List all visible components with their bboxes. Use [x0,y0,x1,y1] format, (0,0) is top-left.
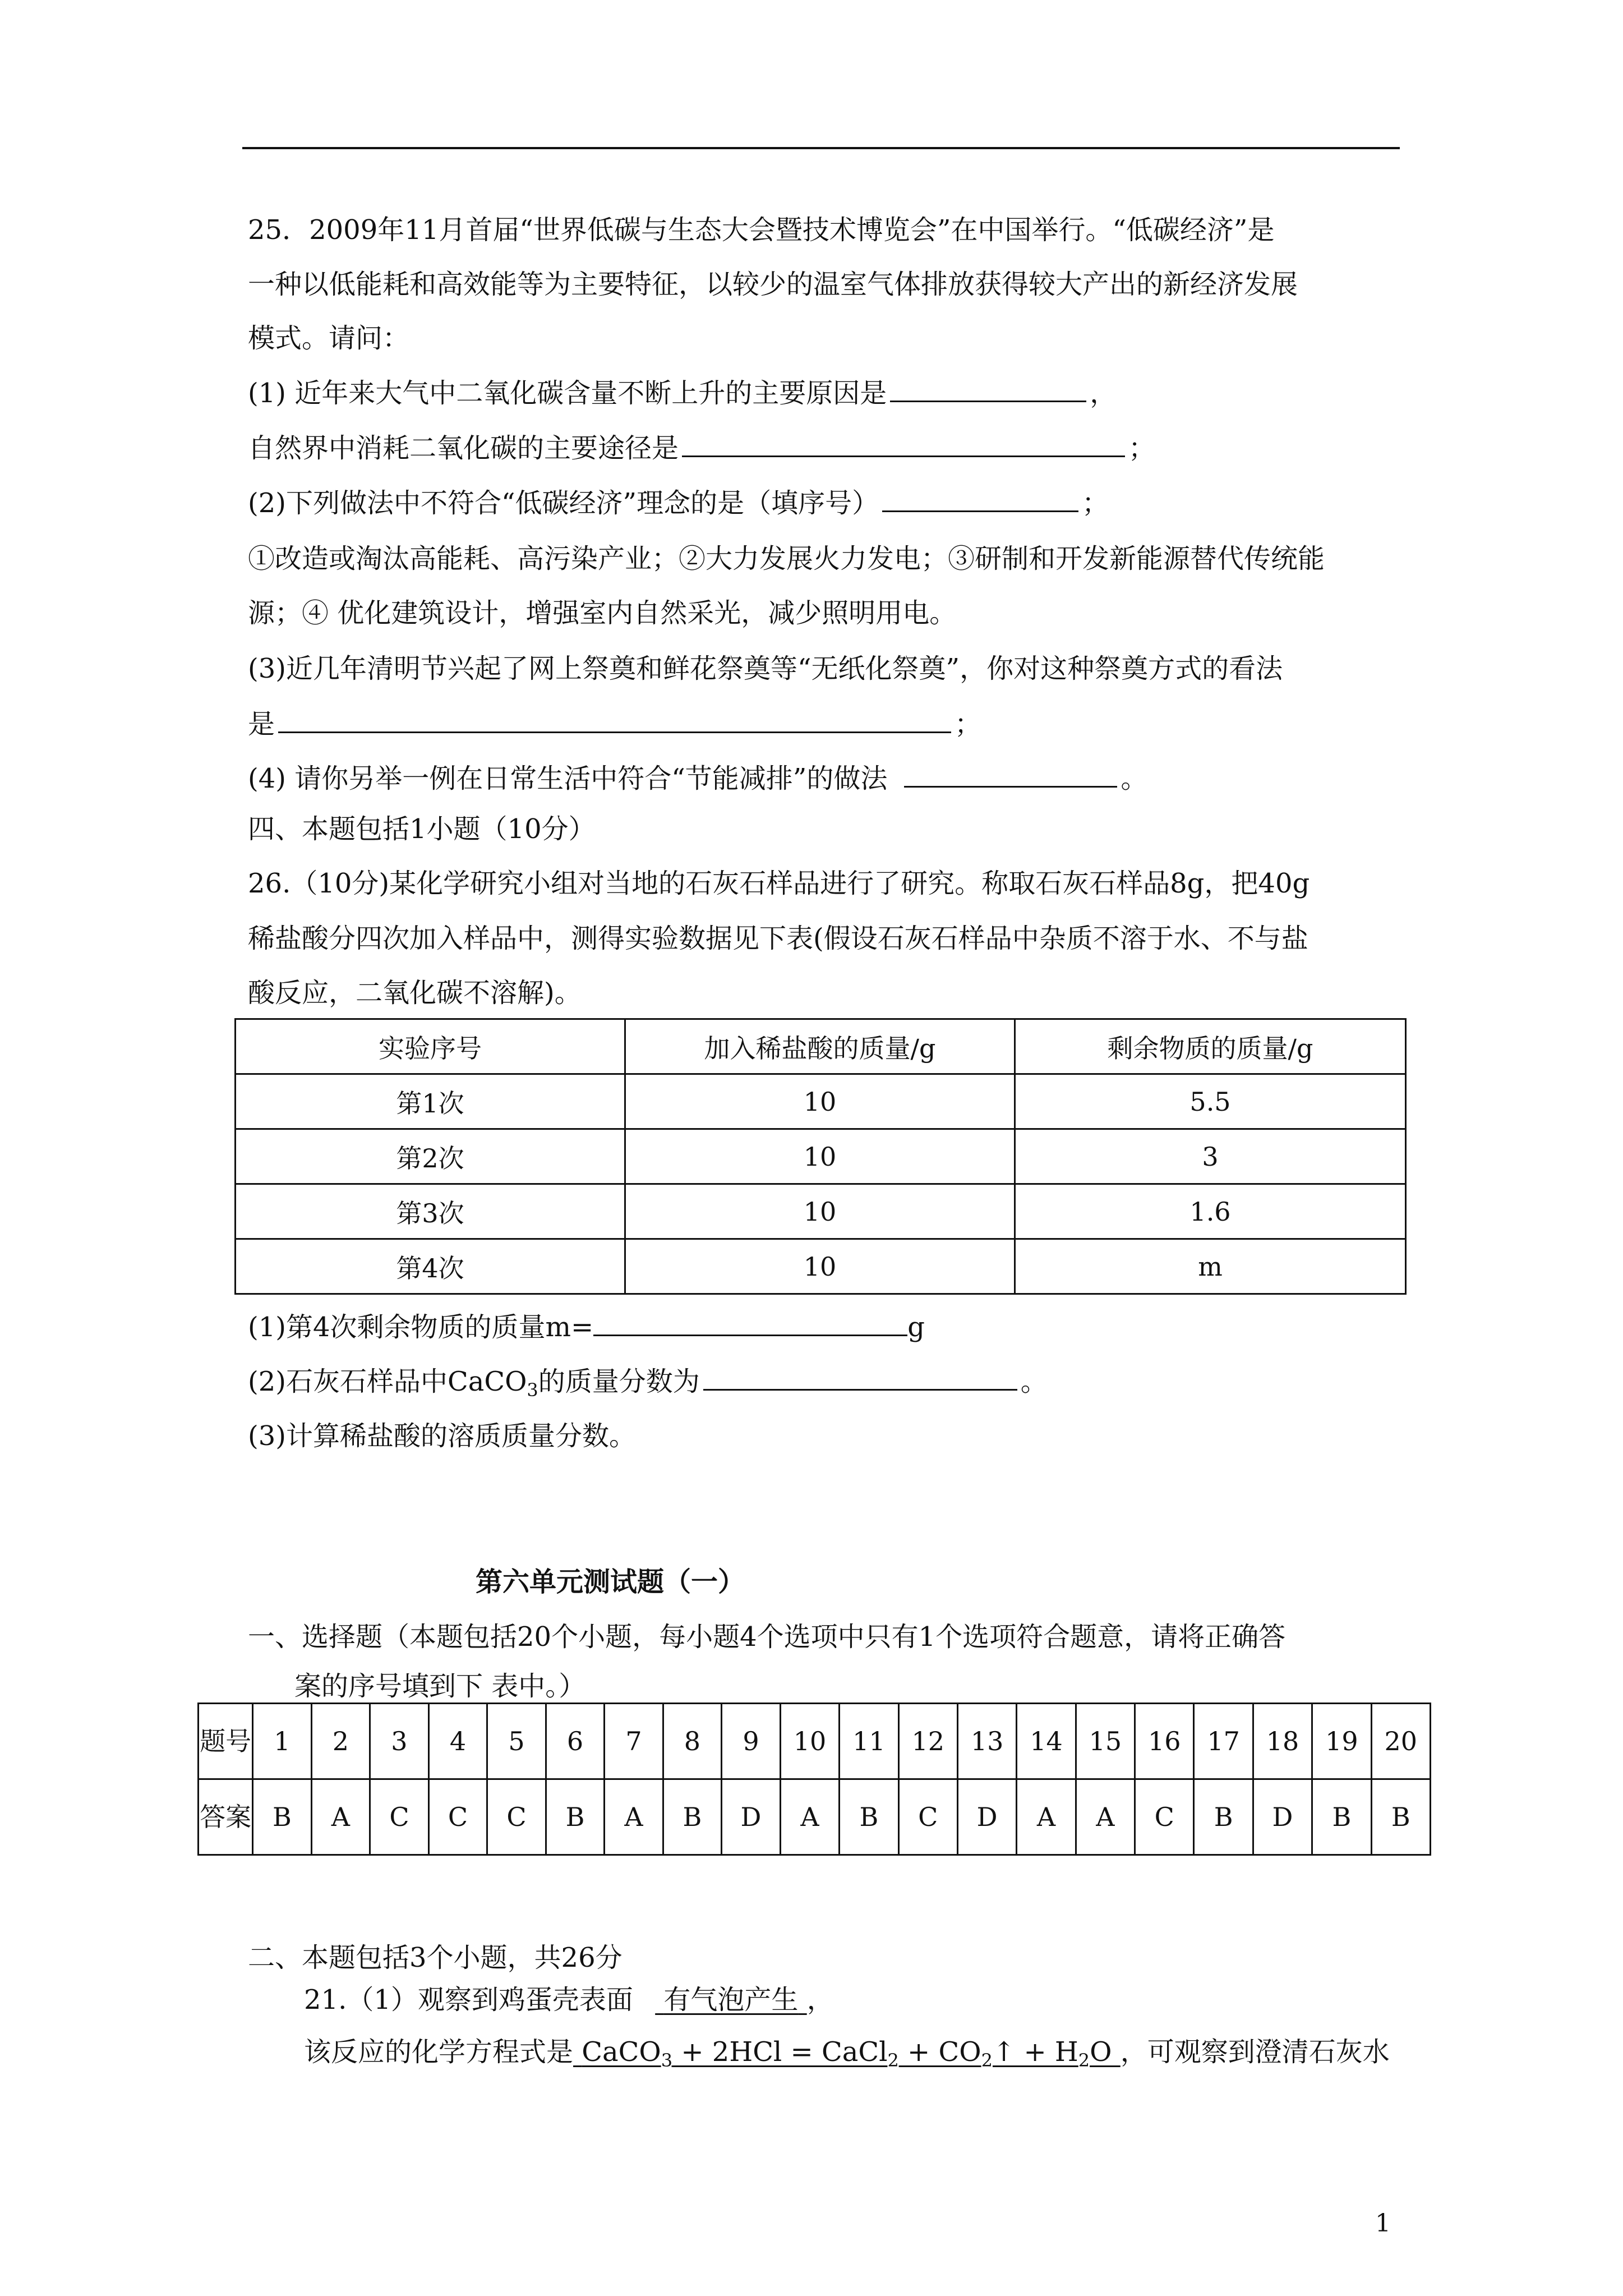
question-number: 3 [370,1704,429,1779]
q25-part4-line [248,761,1147,795]
answer-choice: A [1076,1779,1135,1855]
answer-choice: D [722,1779,781,1855]
q21-answer-line2 [304,2035,1390,2069]
page-number: 1 [1375,2209,1391,2238]
q26-line3: 酸反应，二氧化碳不溶解)。 [248,977,582,1009]
question-number: 2 [311,1704,370,1779]
answer-choice: C [1135,1779,1194,1855]
answer-choice: C [370,1779,429,1855]
table-cell: 3 [1015,1129,1406,1184]
answers-title: 第六单元测试题（一） [476,1566,745,1598]
row-label-answer: 答案 [199,1779,253,1855]
question-number: 4 [428,1704,487,1779]
eq-part: + 2HCl = CaCl [672,2036,888,2068]
answer-blank[interactable] [278,707,951,733]
table-cell: 第2次 [236,1129,625,1184]
answer-blank[interactable] [882,486,1078,512]
answer-choice: D [957,1779,1016,1855]
table-cell: 10 [625,1129,1015,1184]
answer-choice: B [663,1779,721,1855]
eq-part: O [1090,2036,1112,2068]
punct: ， [806,1984,834,2016]
q21-observation-text: 有气泡产生 [663,1984,799,2016]
answer-choice: A [605,1779,663,1855]
table-cell: m [1015,1239,1406,1294]
table-cell: 第4次 [236,1239,625,1294]
eq-part: CaCO [582,2036,661,2068]
experiment-data-table [234,1018,1407,1295]
q25-part4-text: (4) 请你另举一例在日常生活中符合“节能减排”的做法 [248,763,888,794]
answer-choice: A [1017,1779,1076,1855]
q21-answer-line1 [304,1983,834,2017]
q25-part1-a-text: (1) 近年来大气中二氧化碳含量不断上升的主要原因是 [248,378,887,409]
answer-choice: B [1312,1779,1371,1855]
subscript: 3 [527,1379,538,1401]
answer-choice: A [780,1779,839,1855]
question-number: 20 [1371,1704,1430,1779]
table-cell: 1.6 [1015,1184,1406,1239]
question-number: 13 [957,1704,1016,1779]
question-number: 5 [487,1704,546,1779]
q26-sub1-text: (1)第4次剩余物质的质量m= [248,1312,594,1343]
question-number: 15 [1076,1704,1135,1779]
table-cell: 第1次 [236,1074,625,1129]
punct: ； [1128,432,1156,464]
question-number: 11 [840,1704,898,1779]
subscript: 2 [887,2050,899,2071]
q25-intro-line3: 模式。请问： [248,323,410,354]
q25-intro-line2: 一种以低能耗和高效能等为主要特征，以较少的温室气体排放获得较大产出的新经济发展 [248,269,1298,300]
question-number: 8 [663,1704,721,1779]
answer-choice: B [253,1779,311,1855]
q25-part3-line1: (3)近几年清明节兴起了网上祭奠和鲜花祭奠等“无纸化祭奠”，你对这种祭奠方式的看法 [248,653,1283,684]
table-row [236,1129,1406,1184]
chemical-equation [573,2036,1121,2071]
q25-intro-line1: 25．2009年11月首届“世界低碳与生态大会暨技术博览会”在中国举行。“低碳经济”是 [248,214,1275,246]
question-number: 7 [605,1704,663,1779]
answer-choice: C [428,1779,487,1855]
answer-choice: C [898,1779,957,1855]
answer-choice: D [1253,1779,1312,1855]
question-number: 9 [722,1704,781,1779]
q21-equation-suffix: ，可观察到澄清石灰水 [1120,2036,1390,2068]
table-cell: 第3次 [236,1184,625,1239]
q25-part3-text: 是 [248,708,275,740]
eq-part: ↑ + H [992,2036,1078,2068]
table-header-cell: 加入稀盐酸的质量/g [625,1019,1015,1074]
answer-choice: C [487,1779,546,1855]
question-number: 6 [546,1704,604,1779]
table-row [236,1239,1406,1294]
answer-blank[interactable] [890,376,1086,402]
q25-part2-options-line2: 源；④ 优化建筑设计，增强室内自然采光，减少照明用电。 [248,597,957,629]
subscript: 2 [1078,2050,1090,2071]
punct: 。 [1121,763,1148,794]
q21-equation-prefix: 该反应的化学方程式是 [304,2036,574,2068]
answer-choice: B [1371,1779,1430,1855]
answer-blank[interactable] [682,431,1125,457]
question-number-row [199,1704,1431,1779]
q26-sub2-text-b: 的质量分数为 [538,1366,700,1397]
q25-part3-line2 [248,707,981,741]
question-number: 1 [253,1704,311,1779]
question-number: 16 [1135,1704,1194,1779]
q25-part1-b-text: 自然界中消耗二氧化碳的主要途径是 [248,432,679,464]
answer-choice: B [1194,1779,1253,1855]
table-cell: 5.5 [1015,1074,1406,1129]
table-cell: 10 [625,1074,1015,1129]
q26-sub2-line [248,1364,1048,1401]
question-number: 17 [1194,1704,1253,1779]
eq-part: + CO [898,2036,981,2068]
q25-part2-options-line1: ①改造或淘汰高能耗、高污染产业；②大力发展火力发电；③研制和开发新能源替代传统能 [248,543,1325,574]
q26-sub1-line [248,1310,925,1344]
q26-sub3-line: (3)计算稀盐酸的溶质质量分数。 [248,1420,636,1452]
table-header-row [236,1019,1406,1074]
table-row [236,1184,1406,1239]
table-row [236,1074,1406,1129]
answer-blank[interactable] [703,1364,1017,1391]
q26-line1: 26.（10分)某化学研究小组对当地的石灰石样品进行了研究。称取石灰石样品8g，把40g [248,868,1310,899]
section4-heading: 四、本题包括1小题（10分） [248,813,596,845]
punct: ， [1090,378,1117,409]
q25-part2-text: (2)下列做法中不符合“低碳经济”理念的是（填序号） [248,487,879,519]
question-number: 19 [1312,1704,1371,1779]
punct: 。 [1020,1366,1048,1397]
q21-answer-observation [655,1984,807,2016]
answer-key-table [197,1703,1431,1856]
subscript: 3 [661,2050,673,2071]
answers-part1-line1: 一、选择题（本题包括20个小题，每小题4个选项中只有1个选项符合题意，请将正确答 [248,1621,1286,1653]
punct: ； [1082,487,1109,519]
answer-blank[interactable] [593,1310,907,1336]
question-number: 14 [1017,1704,1076,1779]
subscript: 2 [981,2050,993,2071]
table-cell: 10 [625,1184,1015,1239]
q25-part2-line [248,486,1109,520]
answers-part2-heading: 二、本题包括3个小题，共26分 [248,1942,623,1973]
answer-row [199,1779,1431,1855]
answer-choice: A [311,1779,370,1855]
unit-label: g [907,1312,925,1343]
q25-part1-line1 [248,376,1117,410]
q25-part1-line2 [248,431,1155,465]
row-label-number: 题号 [199,1704,253,1779]
question-number: 10 [780,1704,839,1779]
q21-text: 21.（1）观察到鸡蛋壳表面 [304,1984,633,2016]
answers-part1-line2: 案的序号填到下 表中。） [294,1671,586,1702]
punct: ； [955,708,982,740]
q26-sub2-text: (2)石灰石样品中CaCO [248,1366,527,1397]
question-number: 18 [1253,1704,1312,1779]
question-number: 12 [898,1704,957,1779]
answer-choice: B [546,1779,604,1855]
q26-line2: 稀盐酸分四次加入样品中，测得实验数据见下表(假设石灰石样品中杂质不溶于水、不与盐 [248,923,1308,954]
table-header-cell: 实验序号 [236,1019,625,1074]
table-header-cell: 剩余物质的质量/g [1015,1019,1406,1074]
header-rule [242,147,1400,149]
answer-blank[interactable] [904,761,1117,788]
answer-choice: B [840,1779,898,1855]
table-cell: 10 [625,1239,1015,1294]
